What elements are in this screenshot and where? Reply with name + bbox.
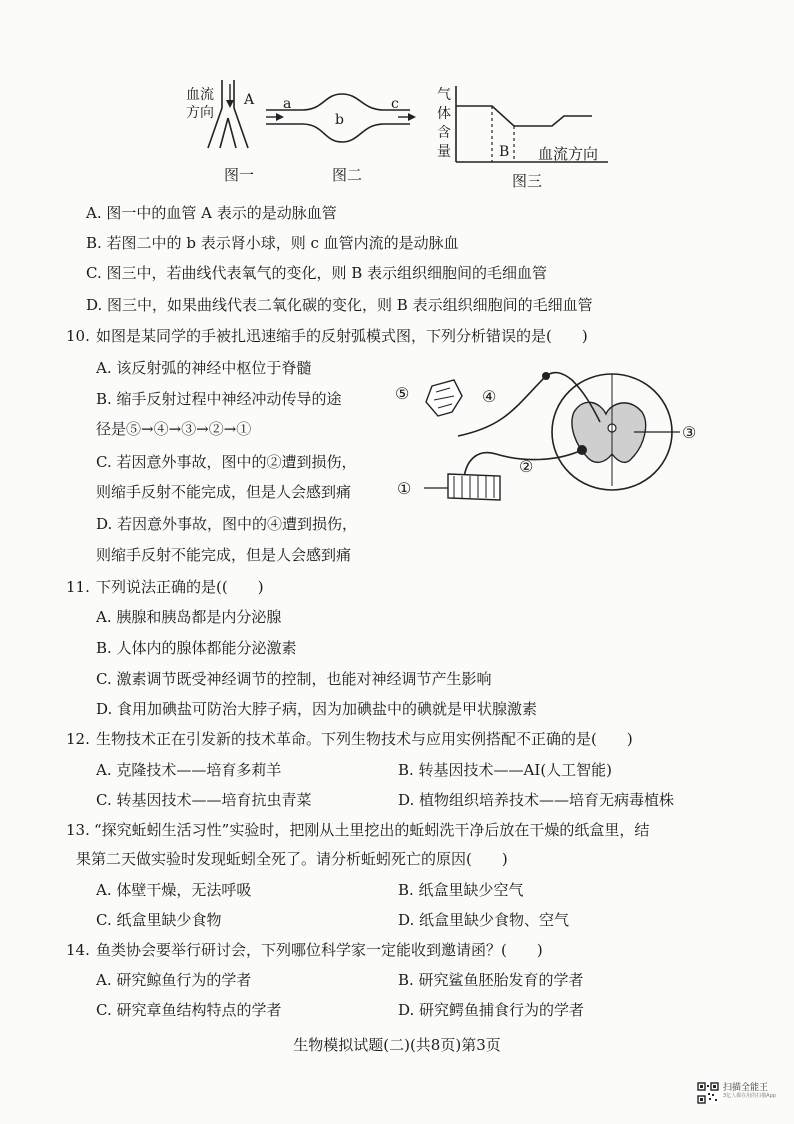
q14-option-c: C. 研究章鱼结构特点的学者 (96, 1001, 282, 1019)
q11-option-c: C. 激素调节既受神经调节的控制，也能对神经调节产生影响 (96, 670, 492, 688)
q10-stem: 如图是某同学的手被扎迅速缩手的反射弧模式图，下列分析错误的是( ) (96, 327, 588, 345)
fig2-label-b: b (335, 112, 344, 128)
q14-option-b: B. 研究鲨鱼胚胎发育的学者 (398, 971, 584, 989)
q9-option-a: A. 图一中的血管 A 表示的是动脉血管 (86, 204, 337, 222)
q14-option-d: D. 研究鳄鱼捕食行为的学者 (398, 1001, 585, 1019)
q13-stem-line1: “探究蚯蚓生活习性”实验时，把刚从土里挖出的蚯蚓洗干净后放在干燥的纸盒里，结 (94, 821, 650, 839)
fig3-caption: 图三 (512, 172, 543, 190)
q12-option-a: A. 克隆技术——培育多莉羊 (96, 761, 282, 779)
fig1-blood-direction-text: 血流方向 (186, 87, 214, 121)
q13-option-a: A. 体壁干燥，无法呼吸 (96, 881, 252, 899)
q11-stem: 下列说法正确的是(( ) (96, 578, 264, 596)
q14-stem: 鱼类协会要举行研讨会，下列哪位科学家一定能收到邀请函？( ) (96, 941, 543, 959)
q13-number: 13. (66, 821, 90, 839)
q11-option-a: A. 胰腺和胰岛都是内分泌腺 (96, 608, 282, 626)
q12-option-c: C. 转基因技术——培育抗虫青菜 (96, 791, 312, 809)
reflex-label-3: ③ (682, 423, 697, 442)
fig2-label-a: a (283, 96, 292, 112)
q9-option-c: C. 图三中，若曲线代表氧气的变化，则 B 表示组织细胞间的毛细血管 (86, 264, 548, 282)
watermark-name: 扫描全能王 (723, 1083, 769, 1093)
q11-option-d: D. 食用加碘盐可防治大脖子病，因为加碘盐中的碘就是甲状腺激素 (96, 700, 538, 718)
q11-option-b: B. 人体内的腺体都能分泌激素 (96, 639, 297, 657)
q10-line-d1: D. 若因意外事故，图中的④遭到损伤， (96, 515, 358, 533)
fig2-caption: 图二 (332, 166, 363, 184)
q10-line-a: A. 该反射弧的神经中枢位于脊髓 (96, 359, 312, 377)
fig3-xlabel: 血流方向 (538, 145, 599, 163)
fig1-caption: 图一 (224, 166, 255, 184)
fig3-label-B: B (499, 144, 510, 160)
fig1-vessel-diagram (204, 78, 264, 160)
reflex-arc-diagram (396, 366, 708, 516)
q9-option-d: D. 图三中，如果曲线代表二氧化碳的变化，则 B 表示组织细胞间的毛细血管 (86, 296, 593, 314)
q14-option-a: A. 研究鲸鱼行为的学者 (96, 971, 252, 989)
fig2-label-c: c (391, 96, 399, 112)
q14-number: 14. (66, 941, 90, 959)
q9-option-b: B. 若图二中的 b 表示肾小球，则 c 血管内流的是动脉血 (86, 234, 459, 252)
q10-line-b2: 径是⑤→④→③→②→① (96, 420, 252, 438)
q10-number: 10. (66, 327, 90, 345)
q13-stem-line2: 果第二天做实验时发现蚯蚓全死了。请分析蚯蚓死亡的原因( ) (76, 850, 508, 868)
scanner-watermark (723, 1083, 776, 1100)
q12-option-b: B. 转基因技术——AI(人工智能) (398, 761, 613, 779)
page-footer: 生物模拟试题(二)(共8页)第3页 (293, 1036, 501, 1054)
q13-option-c: C. 纸盒里缺少食物 (96, 911, 222, 929)
qr-code-icon (697, 1082, 719, 1104)
q11-number: 11. (66, 578, 90, 596)
reflex-label-5: ⑤ (395, 384, 410, 403)
q10-line-c2: 则缩手反射不能完成，但是人会感到痛 (96, 483, 352, 501)
q12-stem: 生物技术正在引发新的技术革命。下列生物技术与应用实例搭配不正确的是( ) (96, 730, 633, 748)
reflex-label-1: ① (397, 479, 412, 498)
q13-option-b: B. 纸盒里缺少空气 (398, 881, 524, 899)
q13-option-d: D. 纸盒里缺少食物、空气 (398, 911, 570, 929)
fig1-label-A: A (244, 92, 255, 108)
q12-number: 12. (66, 730, 90, 748)
reflex-label-4: ④ (482, 387, 497, 406)
q10-line-d2: 则缩手反射不能完成，但是人会感到痛 (96, 546, 352, 564)
reflex-label-2: ② (519, 457, 534, 476)
watermark-sub: 3亿人都在用的扫描App (723, 1093, 776, 1099)
q12-option-d: D. 植物组织培养技术——培育无病毒植株 (398, 791, 675, 809)
q10-line-c1: C. 若因意外事故，图中的②遭到损伤， (96, 453, 357, 471)
fig3-ylabel: 气体含量 (437, 87, 451, 160)
q10-line-b1: B. 缩手反射过程中神经冲动传导的途 (96, 390, 342, 408)
